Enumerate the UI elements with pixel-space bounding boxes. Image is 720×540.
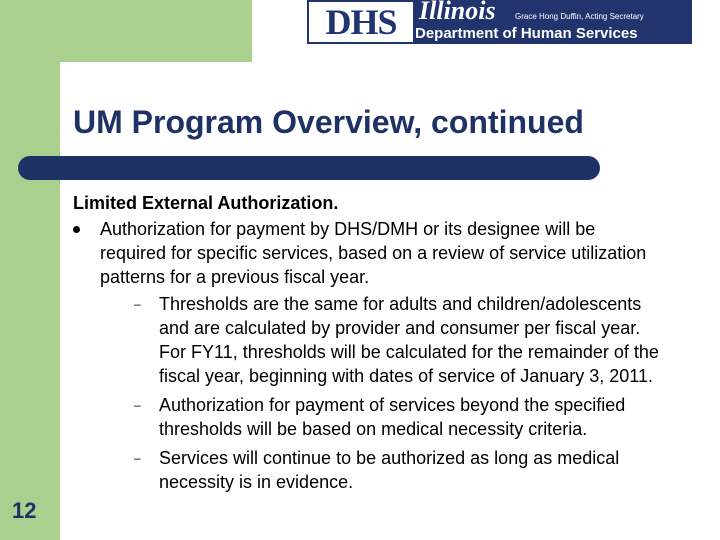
sub-bullet-text: Thresholds are the same for adults and children/adolescents and are calculated by provider and consumer per fiscal year. For FY11, thresholds will be calculated for the remainder of the fiscal year, beginning with dates of service of January 3, 2011. bbox=[159, 294, 659, 386]
logo-mark: DHS bbox=[309, 2, 413, 42]
sub-bullet-list bbox=[100, 292, 663, 494]
sub-bullet-item bbox=[100, 393, 663, 441]
bullet-item bbox=[73, 217, 663, 494]
bullet-dot-icon bbox=[73, 226, 80, 233]
bullet-text: Authorization for payment by DHS/DMH or its designee will be required for specific services, based on a review of service utilization patterns for a previous fiscal year. bbox=[100, 219, 647, 287]
page-number: 12 bbox=[12, 498, 37, 523]
dash-icon: – bbox=[134, 297, 141, 311]
sub-bullet-item bbox=[100, 292, 663, 388]
logo-secretary: Grace Hong Duffin, Acting Secretary bbox=[515, 12, 644, 21]
dash-icon: – bbox=[134, 451, 141, 465]
sub-bullet-text: Services will continue to be authorized as long as medical necessity is in evidence. bbox=[159, 448, 620, 492]
logo-department: Department of Human Services bbox=[415, 25, 638, 42]
sub-bullet-text: Authorization for payment of services beyond the specified thresholds will be based on medical necessity criteria. bbox=[159, 395, 626, 439]
dash-icon: – bbox=[134, 398, 141, 412]
frame-side-band bbox=[0, 0, 60, 540]
lead-heading: Limited External Authorization. bbox=[73, 193, 339, 213]
dhs-logo bbox=[307, 0, 692, 44]
slide-body bbox=[73, 191, 663, 499]
logo-state: Illinois bbox=[419, 0, 496, 25]
sub-bullet-item bbox=[100, 446, 663, 494]
slide-title: UM Program Overview, continued bbox=[73, 104, 584, 140]
title-underline-bar bbox=[18, 156, 600, 180]
